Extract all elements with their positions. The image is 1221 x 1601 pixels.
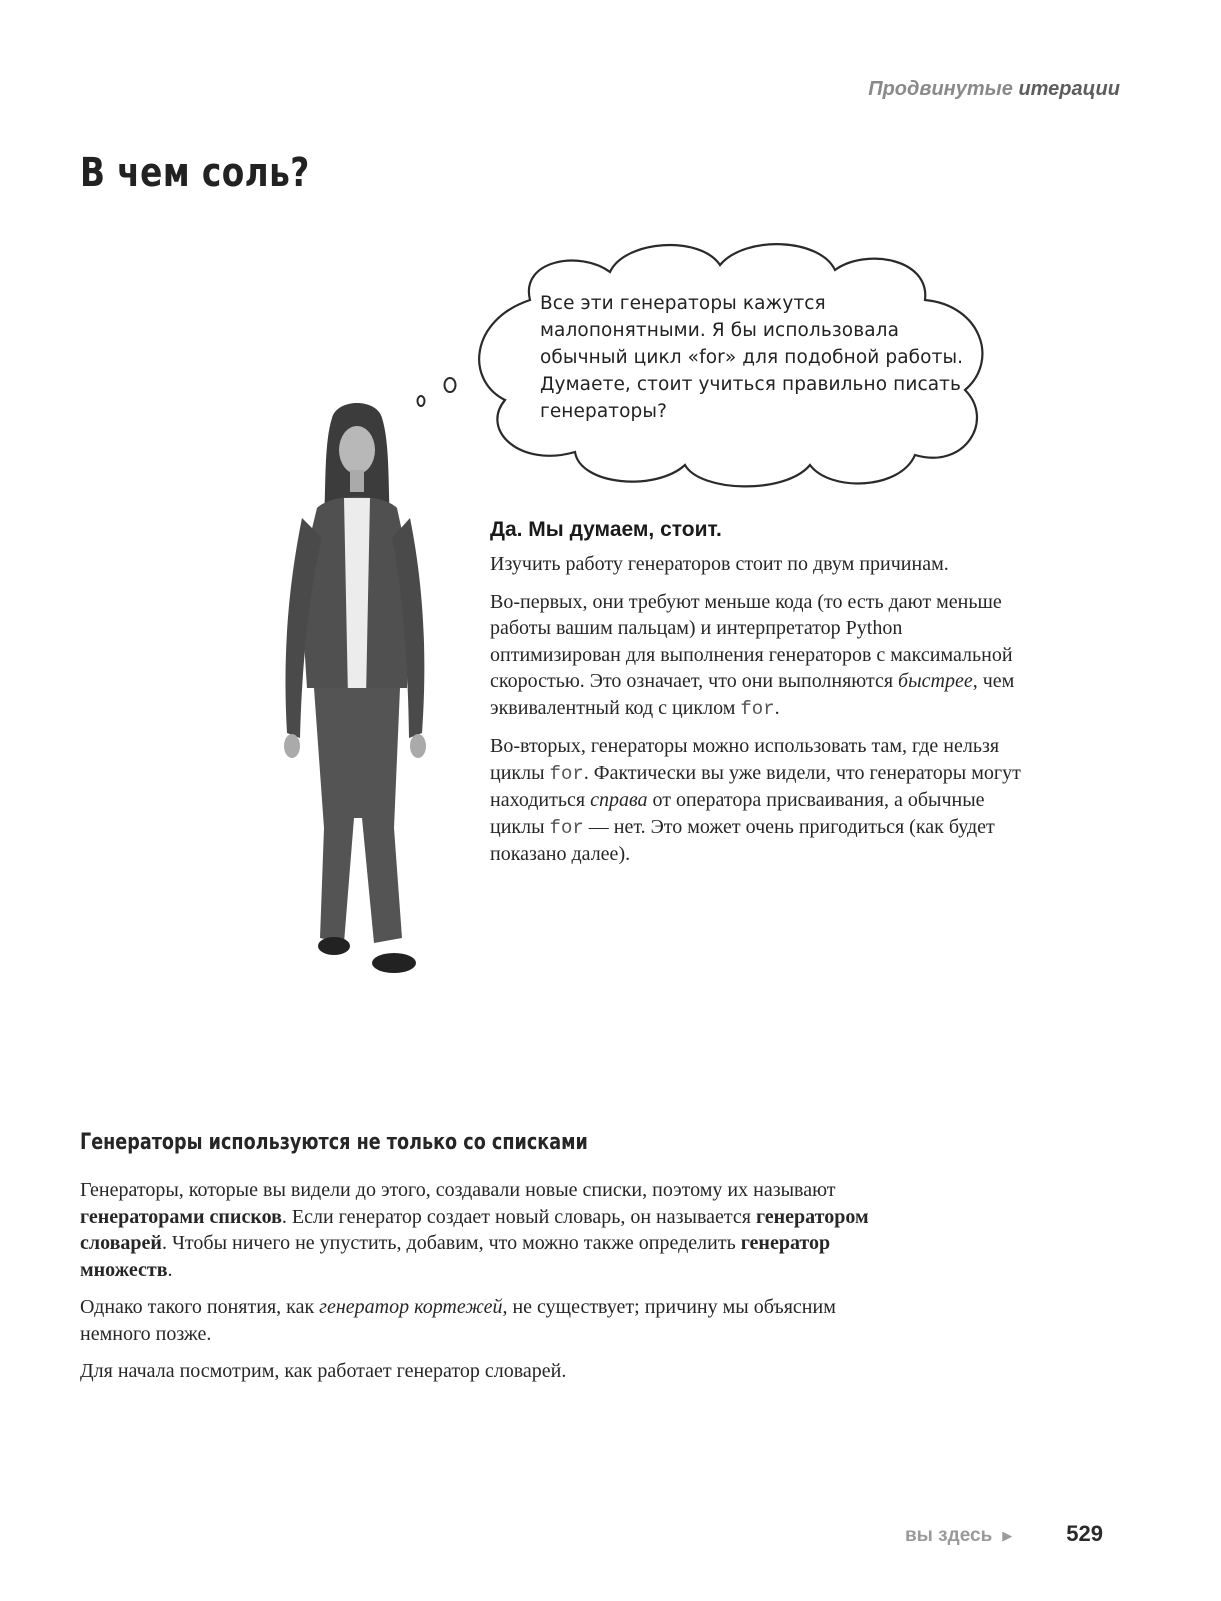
code-run: for (740, 697, 775, 720)
answer-block (490, 518, 1030, 879)
section-body (80, 1177, 880, 1396)
running-head-part1: Продвинутые (868, 78, 1013, 100)
triangle-right-icon: ▶ (1002, 1528, 1013, 1543)
section-paragraph-3: Для начала посмотрим, как работает генератор словарей. (80, 1360, 567, 1382)
answer-paragraph-1: Изучить работу генераторов стоит по двум причинам. (490, 553, 949, 575)
bold-run: генератором словарей (80, 1205, 869, 1254)
running-head (868, 78, 1120, 101)
text-run: . (774, 696, 780, 719)
text-run: Во-вторых, генераторы можно использовать там, где нельзя циклы (490, 735, 1000, 784)
text-run: — нет. Это может очень пригодиться (как будет показано далее). (490, 815, 995, 865)
text-run: , чем эквивалентный код с циклом (490, 670, 1015, 719)
answer-heading: Да. Мы думаем, стоит. (490, 518, 722, 541)
footer-nav (905, 1525, 1012, 1547)
answer-paragraph-3 (490, 733, 1030, 868)
bubble-line: Думаете, стоит учиться правильно писать (540, 374, 962, 395)
bubble-line: обычный цикл «for» для подобной работы. (540, 347, 964, 368)
bold-run: генераторами списков (80, 1205, 282, 1228)
italic-run: быстрее (898, 670, 973, 692)
text-run: . Фактически вы уже видели, что генераторы могут находиться (490, 761, 1021, 811)
bubble-line: Все эти генераторы кажутся (540, 293, 826, 314)
italic-run: справа (590, 789, 648, 811)
bubble-line: генераторы? (540, 401, 668, 422)
text-run: Во-первых, они требуют меньше кода (то есть дают меньше работы вашим пальцам) и интерпретатор Python оптимизирован для выполнения генераторов с максимальной скоростью. Это означает, что они выполняются (490, 590, 1013, 692)
section-paragraph-2 (80, 1294, 880, 1347)
person-photo (262, 398, 442, 988)
text-run: . (167, 1258, 173, 1281)
text-run: . Чтобы ничего не упустить, добавим, что можно также определить (161, 1232, 741, 1254)
text-run: , не существует; причину мы объясним немного позже. (80, 1296, 836, 1345)
you-are-here-label: вы здесь (905, 1525, 993, 1546)
text-run: от оператора присваивания, а обычные циклы (490, 789, 985, 838)
code-run: for (549, 816, 584, 839)
text-run: Генераторы, которые вы видели до этого, создавали новые списки, поэтому их называют (80, 1179, 836, 1201)
text-run: . Если генератор создает новый словарь, он называется (281, 1205, 756, 1228)
answer-paragraph-2 (490, 589, 1030, 723)
page-number: 529 (1066, 1521, 1103, 1546)
thought-bubble (410, 230, 964, 490)
text-run: Однако такого понятия, как (80, 1296, 320, 1318)
bold-run: генератор множеств (80, 1232, 831, 1281)
bubble-text (540, 290, 1020, 425)
code-run: for (549, 762, 584, 785)
page-title: В чем соль? (80, 150, 310, 196)
section-paragraph-1 (80, 1177, 880, 1283)
section-heading: Генераторы используются не только со списками (80, 1130, 588, 1155)
italic-run: генератор кортежей (319, 1296, 503, 1318)
bubble-line: малопонятными. Я бы использовала (540, 320, 900, 341)
running-head-part2: итерации (1018, 78, 1120, 100)
